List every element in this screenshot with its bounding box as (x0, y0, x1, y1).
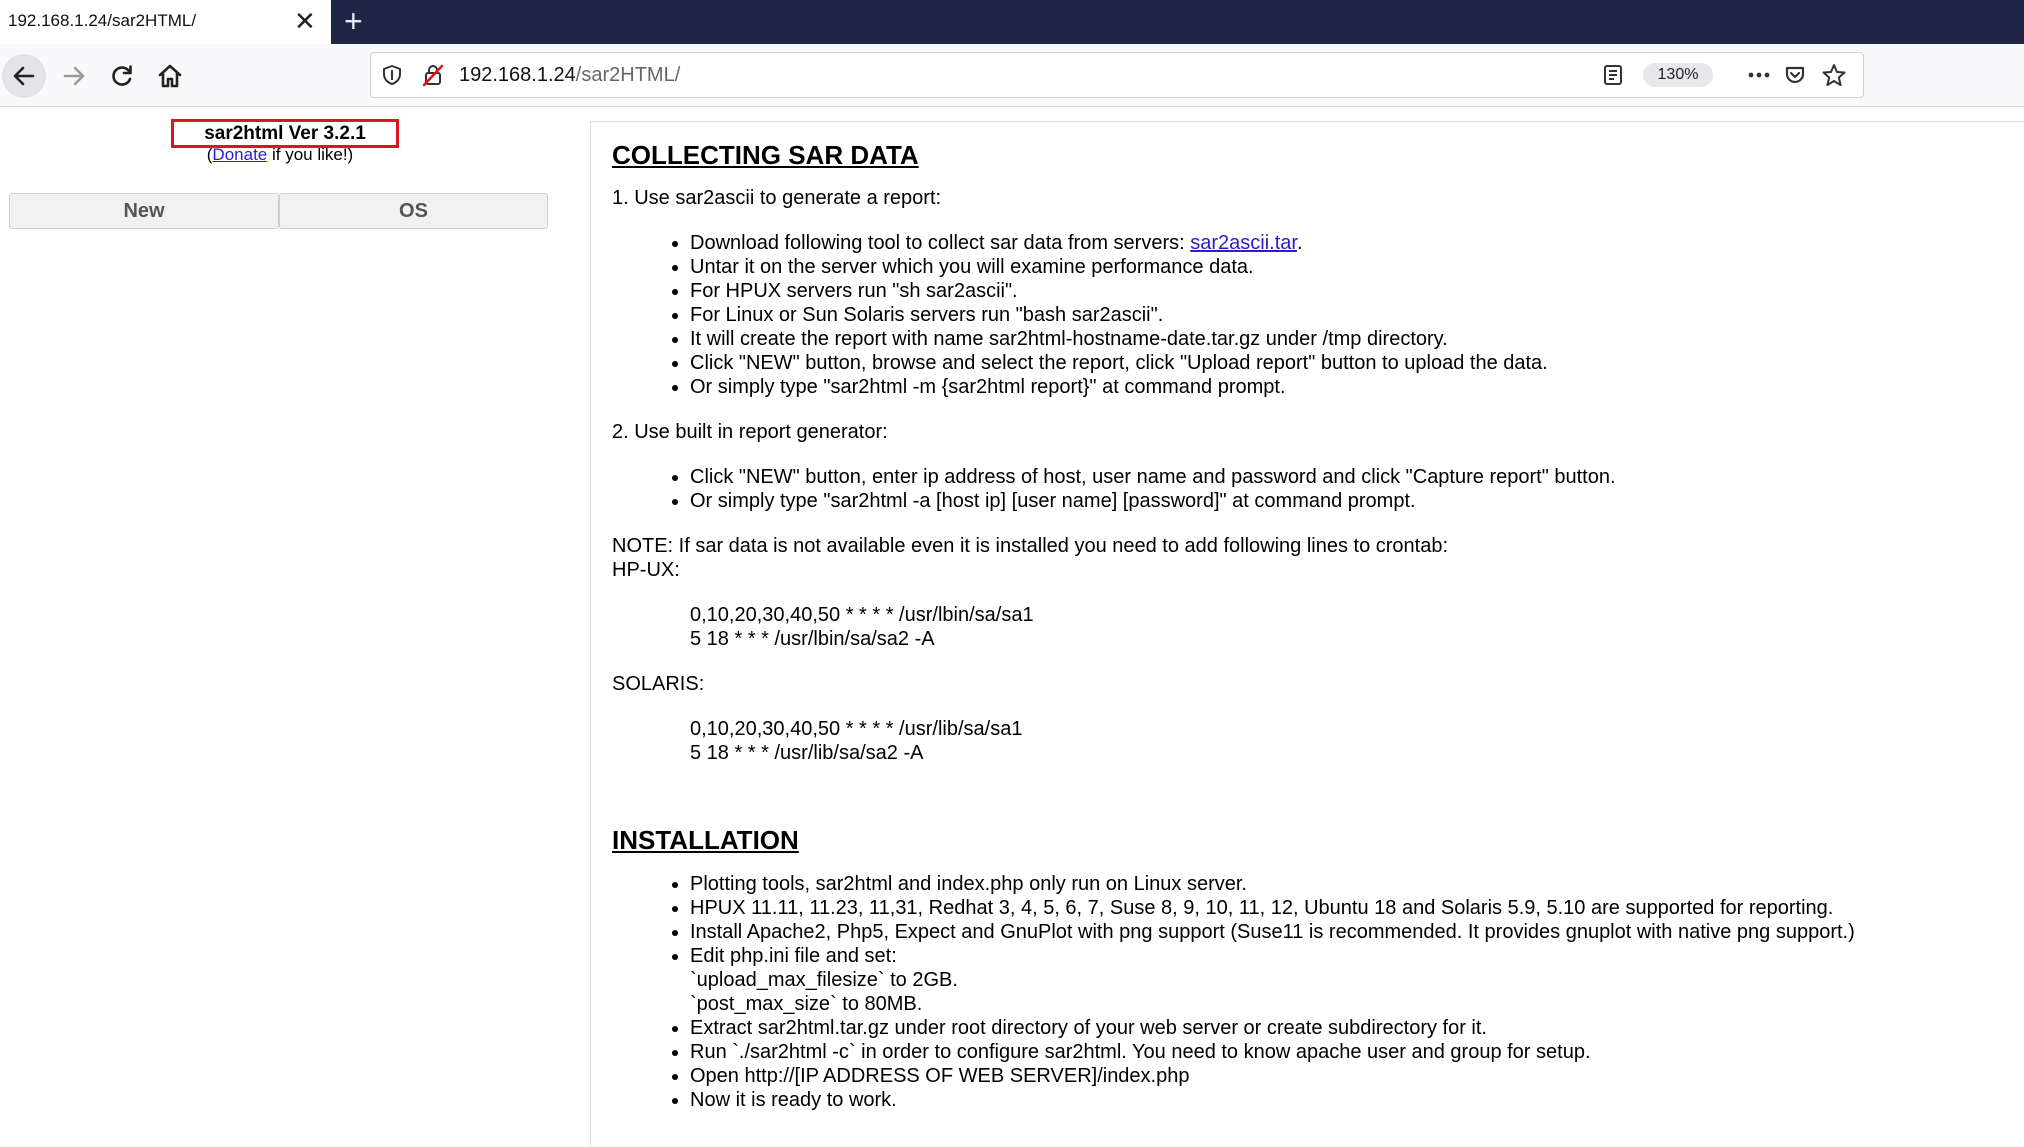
home-button[interactable] (148, 54, 192, 98)
reload-icon (109, 63, 135, 89)
back-arrow-icon (11, 63, 37, 89)
list-item: • Click "NEW" button, browse and select the report, click "Upload report" button to upload the data. (690, 351, 2012, 375)
donate-open-paren: ( (206, 145, 213, 164)
page-actions-menu-icon[interactable] (1747, 65, 1771, 85)
upload-max-filesize-setting: `upload_max_filesize` to 2GB. (690, 969, 958, 991)
installation-section-title: INSTALLATION (612, 825, 799, 855)
url-host: 192.168.1.24 (459, 64, 576, 86)
new-tab-button[interactable]: New (9, 193, 279, 229)
reader-view-icon[interactable] (1601, 63, 1625, 87)
insecure-lock-icon[interactable] (421, 63, 445, 87)
browser-tab[interactable] (0, 0, 331, 44)
forward-button[interactable] (52, 54, 96, 98)
tracking-protection-shield-icon[interactable] (381, 64, 403, 86)
list-item: • For Linux or Sun Solaris servers run "bash sar2ascii". (690, 303, 2012, 327)
list-item: • Install Apache2, Php5, Expect and GnuPlot with png support (Suse11 is recommended. It provides gnuplot with native png support.) (690, 920, 2012, 944)
step2-list (612, 465, 2012, 513)
solaris-label: SOLARIS: (612, 673, 705, 695)
hpux-crontab-line: 5 18 * * * /usr/lbin/sa/sa2 -A (690, 628, 935, 650)
list-item: • Untar it on the server which you will examine performance data. (690, 255, 2012, 279)
version-title: sar2html Ver 3.2.1 (171, 119, 399, 148)
list-item: • Open http://[IP ADDRESS OF WEB SERVER]/index.php (690, 1064, 2012, 1088)
list-item (690, 231, 2012, 255)
donate-line (0, 145, 560, 165)
crontab-note: NOTE: If sar data is not available even it is installed you need to add following lines to crontab: (612, 535, 1449, 557)
tab-strip (0, 0, 2024, 44)
os-tab-button[interactable]: OS (279, 193, 548, 229)
donate-link[interactable]: Donate (212, 145, 268, 164)
list-item: • Click "NEW" button, enter ip address of host, user name and password and click "Capture report" button. (690, 465, 2012, 489)
address-bar[interactable] (370, 52, 1864, 98)
pocket-icon[interactable] (1783, 63, 1807, 87)
donate-suffix: if you like!) (267, 145, 354, 164)
list-item: • It will create the report with name sar2html-hostname-date.tar.gz under /tmp directory. (690, 327, 2012, 351)
list-item: • HPUX 11.11, 11.23, 11,31, Redhat 3, 4, 5, 6, 7, Suse 8, 9, 10, 11, 12, Ubuntu 18 and Solaris 5.9, 5.10 are supported for reporting. (690, 896, 2012, 920)
tab-title: 192.168.1.24/sar2HTML/ (8, 11, 197, 30)
new-tab-icon[interactable]: + (344, 3, 363, 39)
step2-heading: 2. Use built in report generator: (612, 421, 888, 443)
bookmark-star-icon[interactable] (1821, 62, 1847, 88)
php-ini-instruction: Edit php.ini file and set: (690, 945, 897, 967)
close-tab-icon[interactable]: ✕ (294, 6, 316, 36)
hpux-crontab-line: 0,10,20,30,40,50 * * * * /usr/lbin/sa/sa1 (690, 604, 1034, 626)
download-text: Download following tool to collect sar data from servers: (690, 232, 1191, 254)
list-item: • Or simply type "sar2html -m {sar2html report}" at command prompt. (690, 375, 2012, 399)
download-suffix: . (1296, 232, 1303, 254)
url-path: /sar2HTML/ (575, 64, 681, 86)
reload-button[interactable] (100, 54, 144, 98)
collecting-section-title: COLLECTING SAR DATA (612, 140, 919, 170)
post-max-size-setting: `post_max_size` to 80MB. (690, 993, 923, 1015)
sar2ascii-download-link[interactable]: sar2ascii.tar (1190, 232, 1297, 254)
list-item (690, 944, 2012, 1016)
list-item: • For HPUX servers run "sh sar2ascii". (690, 279, 2012, 303)
list-item: • Or simply type "sar2html -a [host ip] [user name] [password]" at command prompt. (690, 489, 2012, 513)
list-item: • Extract sar2html.tar.gz under root directory of your web server or create subdirectory for it. (690, 1016, 2012, 1040)
solaris-crontab-line: 5 18 * * * /usr/lib/sa/sa2 -A (690, 742, 924, 764)
navigation-toolbar (0, 44, 2024, 107)
forward-arrow-icon (61, 63, 87, 89)
installation-list (612, 872, 2012, 1112)
main-content (612, 140, 2012, 1112)
step1-heading: 1. Use sar2ascii to generate a report: (612, 187, 942, 209)
left-panel (0, 107, 590, 1147)
list-item: • Plotting tools, sar2html and index.php only run on Linux server. (690, 872, 2012, 896)
solaris-crontab-line: 0,10,20,30,40,50 * * * * /usr/lib/sa/sa1 (690, 718, 1023, 740)
url-text[interactable] (459, 64, 680, 87)
list-item: • Now it is ready to work. (690, 1088, 2012, 1112)
step1-list (612, 231, 2012, 399)
hpux-label: HP-UX: (612, 559, 680, 581)
list-item: • Run `./sar2html -c` in order to configure sar2html. You need to know apache user and group for setup. (690, 1040, 2012, 1064)
zoom-level-badge[interactable]: 130% (1643, 63, 1713, 87)
main-content-panel (590, 121, 2024, 1147)
back-button[interactable] (2, 54, 46, 98)
home-icon (156, 62, 184, 90)
